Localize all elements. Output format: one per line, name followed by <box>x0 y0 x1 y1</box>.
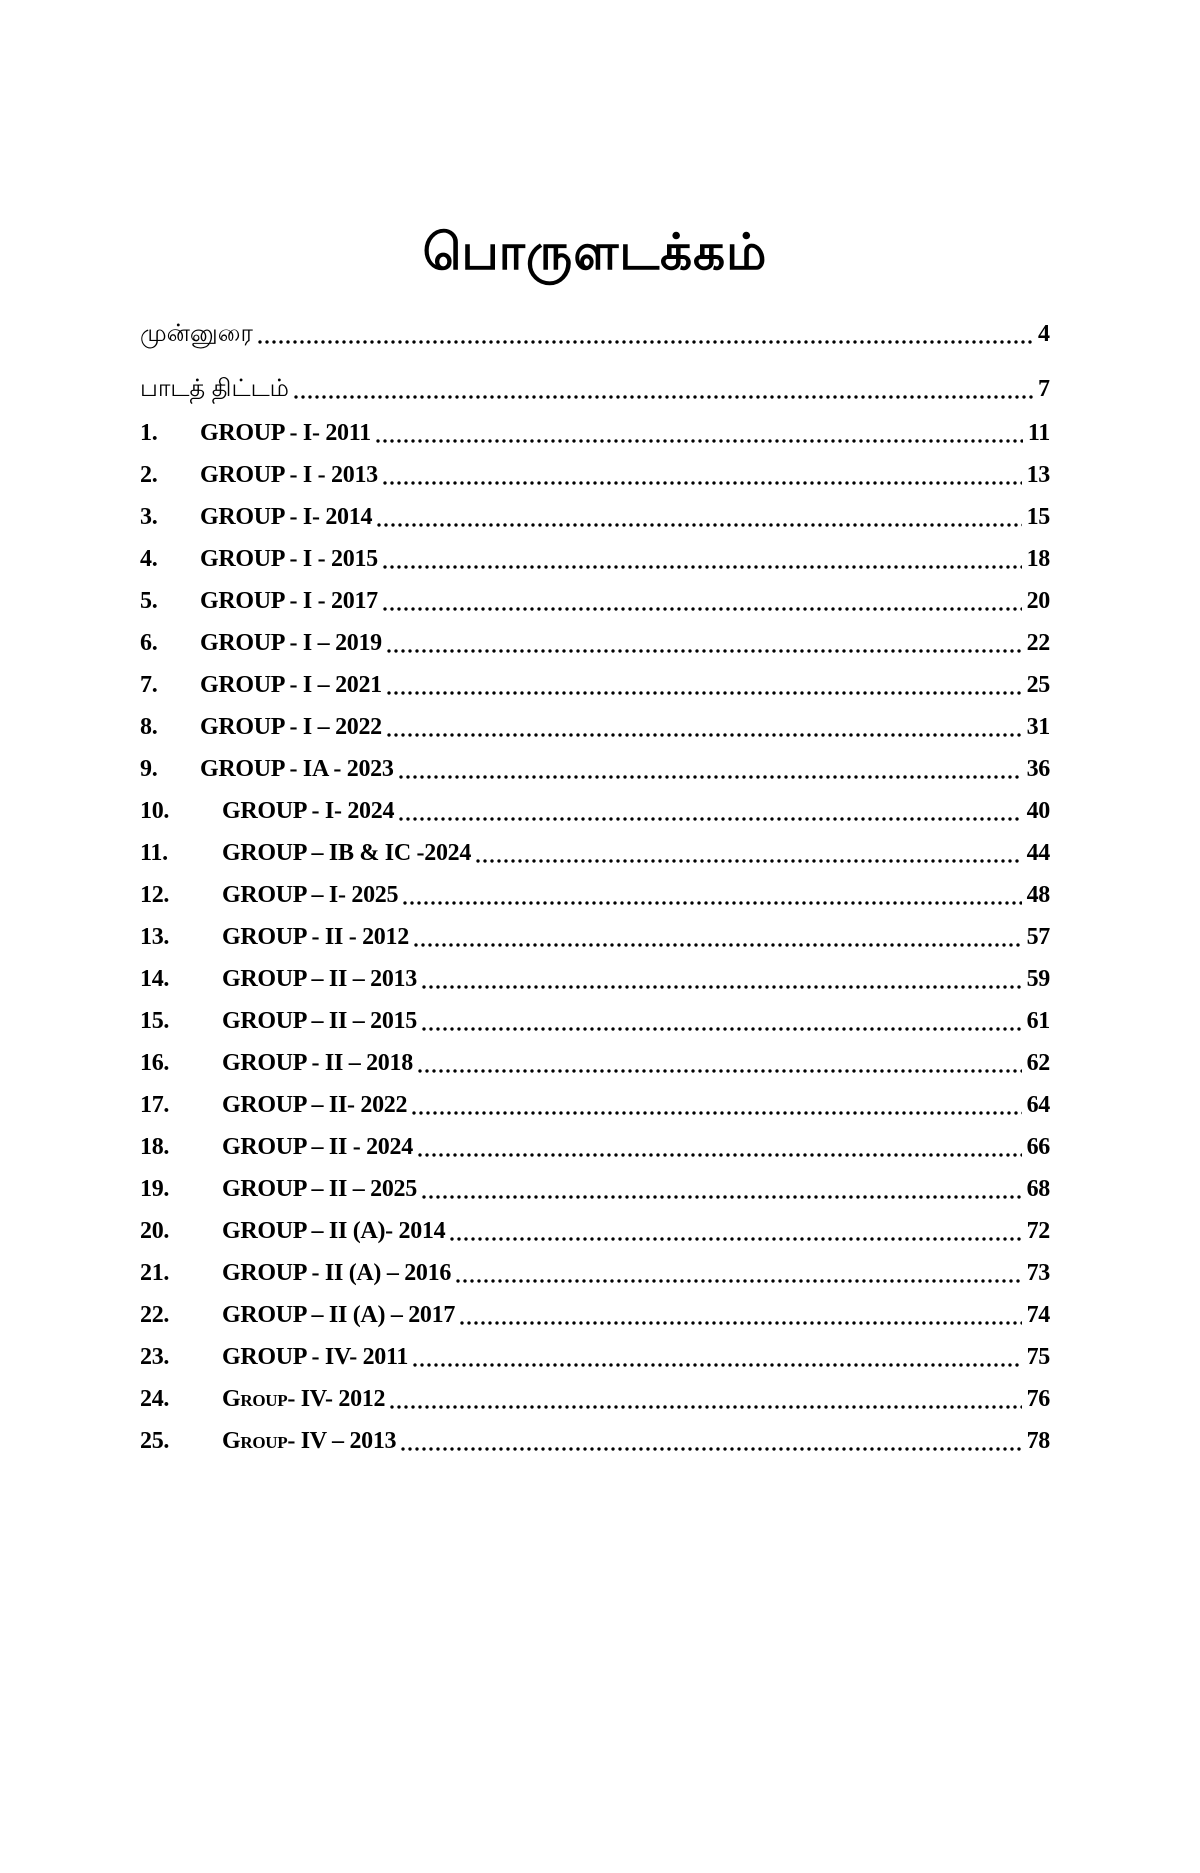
toc-entry <box>140 586 1050 616</box>
toc-entry <box>140 754 1050 784</box>
entry-page-number: 57 <box>1026 924 1050 950</box>
entry-page-number: 20 <box>1026 588 1050 614</box>
entry-number: 24. <box>140 1386 170 1412</box>
entry-number: 16. <box>140 1050 170 1076</box>
entry-page-number: 48 <box>1026 882 1050 908</box>
entry-label: GROUP - I- 2014 <box>200 504 373 530</box>
entry-number: 4. <box>140 546 158 572</box>
entry-label: GROUP - I - 2013 <box>200 462 378 488</box>
entry-page-number: 78 <box>1026 1428 1050 1454</box>
toc-entry <box>140 712 1050 742</box>
entry-label: GROUP – II (A)- 2014 <box>222 1218 446 1244</box>
toc-entry <box>140 922 1050 952</box>
entry-page-number: 22 <box>1026 630 1050 656</box>
dot-leader <box>387 691 1022 695</box>
entry-page-number: 62 <box>1026 1050 1050 1076</box>
entry-label: GROUP - II – 2018 <box>222 1050 413 1076</box>
entry-label: Group- IV – 2013 <box>222 1428 397 1454</box>
dot-leader <box>387 649 1022 653</box>
entry-label: GROUP - I – 2021 <box>200 672 382 698</box>
entry-page-number: 18 <box>1026 546 1050 572</box>
toc-entry <box>140 880 1050 910</box>
entry-number: 7. <box>140 672 158 698</box>
dot-leader <box>294 395 1033 399</box>
entry-label: GROUP - I - 2017 <box>200 588 378 614</box>
dot-leader <box>418 1069 1022 1073</box>
entry-page-number: 68 <box>1026 1176 1050 1202</box>
toc-front-list <box>140 319 1050 404</box>
toc-entry <box>140 670 1050 700</box>
entry-page-number: 4 <box>1038 321 1050 347</box>
entry-label: GROUP - II (A) – 2016 <box>222 1260 452 1286</box>
entry-page-number: 7 <box>1038 376 1050 402</box>
entry-number: 12. <box>140 882 170 908</box>
dot-leader <box>399 817 1021 821</box>
dot-leader <box>460 1321 1022 1325</box>
table-of-contents <box>140 319 1050 1456</box>
entry-page-number: 25 <box>1026 672 1050 698</box>
page-title: பொருளடக்கம் <box>422 224 768 280</box>
entry-number: 1. <box>140 420 158 446</box>
dot-leader <box>383 565 1022 569</box>
toc-entry <box>140 418 1050 448</box>
toc-entry <box>140 502 1050 532</box>
toc-item-list <box>140 418 1050 1456</box>
entry-number: 8. <box>140 714 158 740</box>
dot-leader <box>383 481 1022 485</box>
toc-entry <box>140 1132 1050 1162</box>
entry-label: GROUP – II- 2022 <box>222 1092 408 1118</box>
entry-label: Group- IV- 2012 <box>222 1386 386 1412</box>
entry-label: GROUP – I- 2025 <box>222 882 399 908</box>
dot-leader <box>401 1447 1021 1451</box>
toc-entry <box>140 838 1050 868</box>
entry-number: 3. <box>140 504 158 530</box>
entry-page-number: 15 <box>1026 504 1050 530</box>
entry-number: 10. <box>140 798 170 824</box>
toc-entry <box>140 1384 1050 1414</box>
toc-entry <box>140 460 1050 490</box>
entry-number: 6. <box>140 630 158 656</box>
toc-entry <box>140 1426 1050 1456</box>
entry-page-number: 64 <box>1026 1092 1050 1118</box>
dot-leader <box>403 901 1021 905</box>
entry-label: GROUP - IV- 2011 <box>222 1344 409 1370</box>
entry-label: GROUP - II - 2012 <box>222 924 409 950</box>
dot-leader <box>399 775 1022 779</box>
entry-number: 17. <box>140 1092 170 1118</box>
entry-label: GROUP – II – 2015 <box>222 1008 417 1034</box>
dot-leader <box>412 1111 1021 1115</box>
entry-label: பாடத் திட்டம் <box>140 375 289 402</box>
entry-label: GROUP - I- 2024 <box>222 798 395 824</box>
entry-page-number: 74 <box>1026 1302 1050 1328</box>
dot-leader <box>422 1027 1022 1031</box>
entry-number: 20. <box>140 1218 170 1244</box>
entry-page-number: 59 <box>1026 966 1050 992</box>
entry-page-number: 75 <box>1026 1344 1050 1370</box>
toc-entry <box>140 1090 1050 1120</box>
dot-leader <box>456 1279 1022 1283</box>
dot-leader <box>413 1363 1022 1367</box>
entry-number: 11. <box>140 840 168 866</box>
entry-number: 2. <box>140 462 158 488</box>
dot-leader <box>383 607 1022 611</box>
toc-entry <box>140 1342 1050 1372</box>
entry-page-number: 31 <box>1026 714 1050 740</box>
entry-label: முன்னுரை <box>140 320 253 347</box>
entry-number: 5. <box>140 588 158 614</box>
entry-number: 15. <box>140 1008 170 1034</box>
entry-page-number: 11 <box>1027 420 1050 446</box>
toc-entry <box>140 374 1050 404</box>
entry-page-number: 40 <box>1026 798 1050 824</box>
entry-label: GROUP – II – 2025 <box>222 1176 417 1202</box>
dot-leader <box>476 859 1022 863</box>
dot-leader <box>376 439 1023 443</box>
entry-page-number: 13 <box>1026 462 1050 488</box>
entry-label: GROUP - I – 2022 <box>200 714 382 740</box>
entry-label: GROUP - I - 2015 <box>200 546 378 572</box>
toc-entry <box>140 1300 1050 1330</box>
toc-entry <box>140 1216 1050 1246</box>
entry-number: 18. <box>140 1134 170 1160</box>
entry-number: 9. <box>140 756 158 782</box>
toc-entry <box>140 1258 1050 1288</box>
entry-label: GROUP – II (A) – 2017 <box>222 1302 456 1328</box>
entry-page-number: 61 <box>1026 1008 1050 1034</box>
entry-page-number: 76 <box>1026 1386 1050 1412</box>
dot-leader <box>450 1237 1021 1241</box>
toc-entry <box>140 1006 1050 1036</box>
entry-label: GROUP - I- 2011 <box>200 420 371 446</box>
toc-entry <box>140 796 1050 826</box>
entry-label: GROUP - IA - 2023 <box>200 756 394 782</box>
entry-page-number: 66 <box>1026 1134 1050 1160</box>
entry-page-number: 72 <box>1026 1218 1050 1244</box>
entry-number: 22. <box>140 1302 170 1328</box>
toc-entry <box>140 319 1050 349</box>
entry-page-number: 73 <box>1026 1260 1050 1286</box>
entry-label: GROUP - I – 2019 <box>200 630 382 656</box>
dot-leader <box>390 1405 1021 1409</box>
entry-label: GROUP – IB & IC -2024 <box>222 840 472 866</box>
toc-page <box>0 222 1200 1456</box>
toc-entry <box>140 628 1050 658</box>
entry-page-number: 44 <box>1026 840 1050 866</box>
dot-leader <box>387 733 1022 737</box>
toc-entry <box>140 544 1050 574</box>
entry-page-number: 36 <box>1026 756 1050 782</box>
dot-leader <box>422 1195 1022 1199</box>
dot-leader <box>258 340 1033 344</box>
dot-leader <box>377 523 1021 527</box>
entry-number: 21. <box>140 1260 170 1286</box>
entry-number: 14. <box>140 966 170 992</box>
toc-entry <box>140 964 1050 994</box>
entry-number: 13. <box>140 924 170 950</box>
dot-leader <box>418 1153 1022 1157</box>
entry-number: 19. <box>140 1176 170 1202</box>
entry-label: GROUP – II - 2024 <box>222 1134 413 1160</box>
dot-leader <box>422 985 1022 989</box>
toc-entry <box>140 1048 1050 1078</box>
dot-leader <box>414 943 1022 947</box>
entry-number: 23. <box>140 1344 170 1370</box>
entry-label: GROUP – II – 2013 <box>222 966 417 992</box>
entry-number: 25. <box>140 1428 170 1454</box>
toc-entry <box>140 1174 1050 1204</box>
